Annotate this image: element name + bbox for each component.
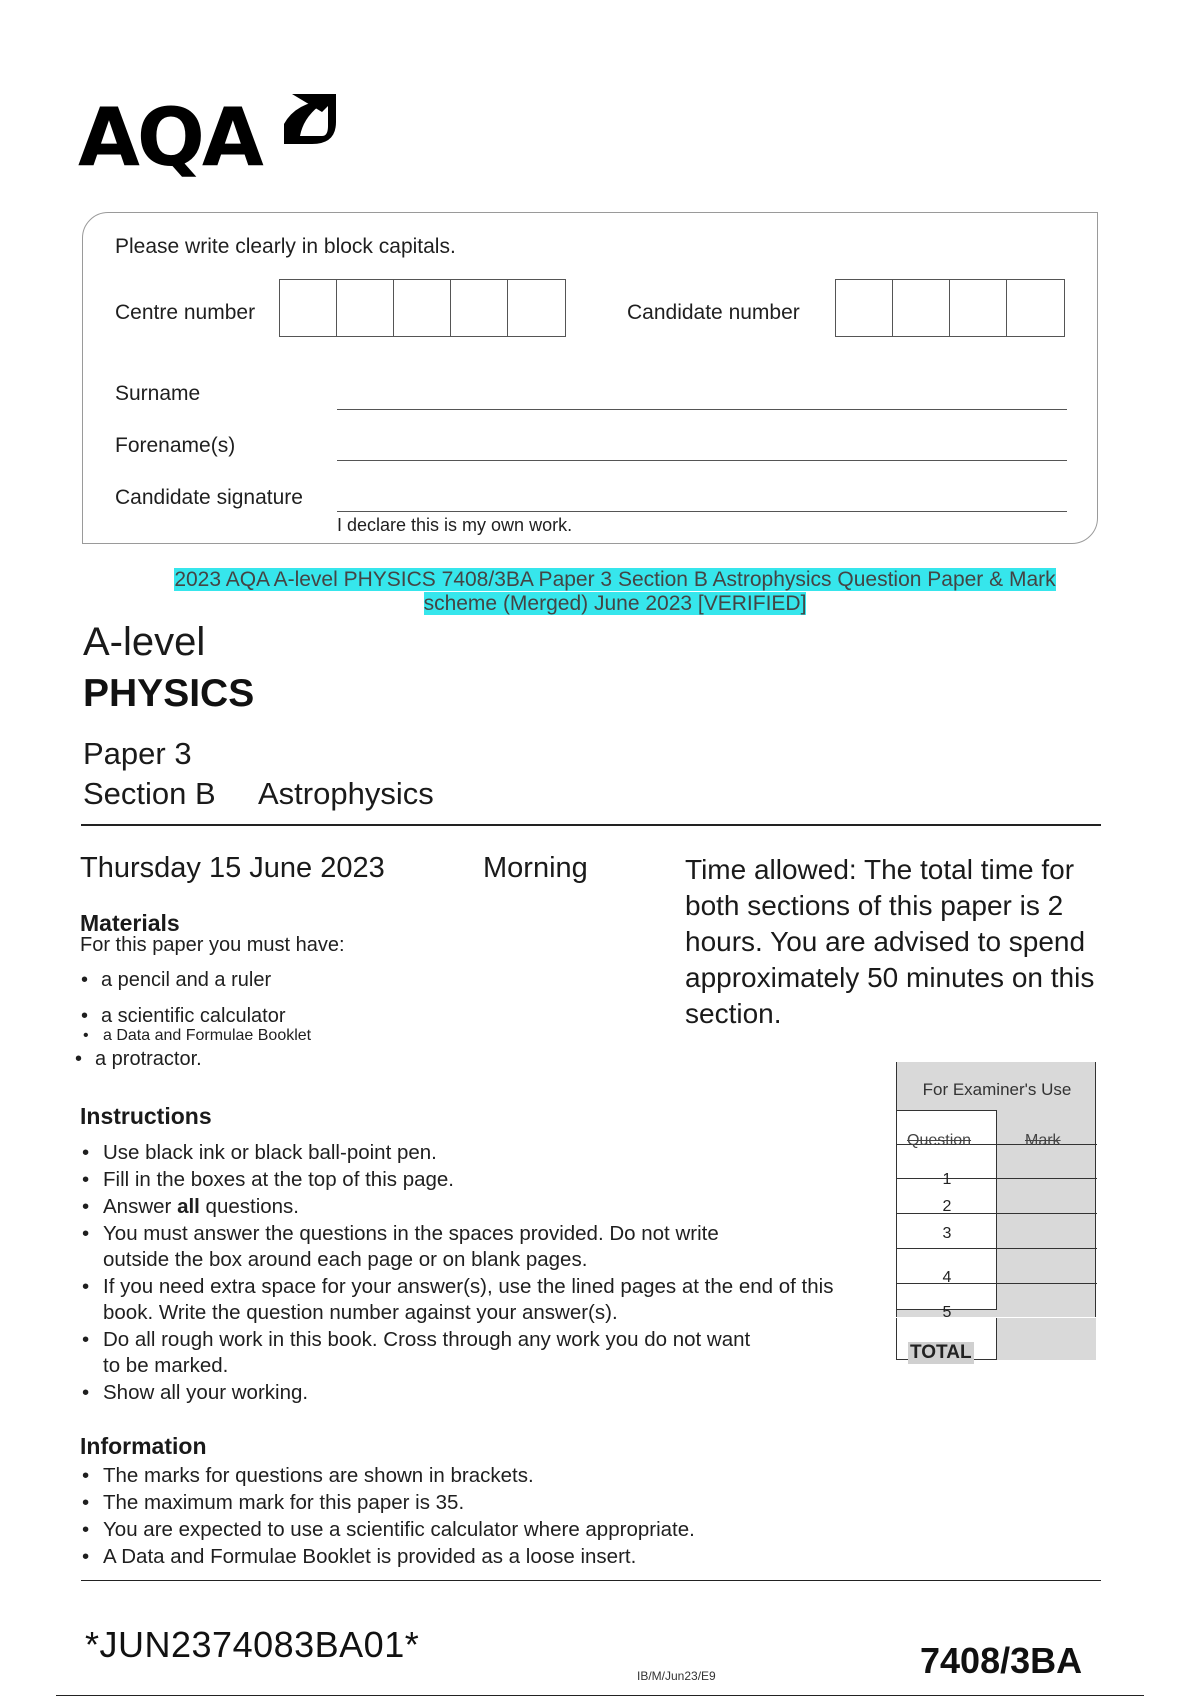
paper-code: 7408/3BA	[920, 1640, 1083, 1681]
instruction-item: • Use black ink or black ball-point pen.	[103, 1140, 883, 1166]
materials-item: • a protractor.	[95, 1048, 202, 1071]
candidate-details-box	[82, 212, 1098, 544]
candidate-digit-box[interactable]	[950, 280, 1007, 336]
question-number: 1	[942, 1171, 952, 1188]
candidate-digit-box[interactable]	[893, 280, 950, 336]
materials-heading: Materials	[80, 910, 180, 936]
exam-date: Thursday 15 June 2023	[80, 852, 385, 884]
section-name: Astrophysics	[258, 776, 434, 811]
instruction-item: • Fill in the boxes at the top of this page.	[103, 1167, 883, 1193]
highlighted-title-text: 2023 AQA A-level PHYSICS 7408/3BA Paper 3 Section B Astrophysics Question Paper & Mark scheme (Merged) June 2023 [VERIFIED]	[174, 568, 1056, 615]
instruction-item: • You must answer the questions in the spaces provided. Do not write outside the box around each page or on blank pages.	[103, 1221, 743, 1273]
centre-digit-box[interactable]	[508, 280, 565, 336]
section-label: Section B	[83, 776, 216, 811]
subject-title: PHYSICS	[83, 672, 255, 715]
centre-digit-box[interactable]	[451, 280, 508, 336]
candidate-digit-box[interactable]	[836, 280, 893, 336]
centre-number-boxes[interactable]	[279, 279, 566, 337]
information-list	[103, 1462, 903, 1570]
page-bottom-line	[56, 1695, 1144, 1696]
paper-number: Paper 3	[83, 736, 192, 771]
instructions-heading: Instructions	[80, 1103, 212, 1129]
forenames-field[interactable]	[337, 460, 1067, 461]
question-number: 4	[942, 1269, 952, 1286]
declaration-text: I declare this is my own work.	[337, 515, 573, 535]
instruction-item: • Answer all questions.	[103, 1194, 883, 1220]
surname-field[interactable]	[337, 409, 1067, 410]
surname-label: Surname	[115, 382, 201, 405]
divider-bottom	[81, 1580, 1101, 1581]
question-number: 3	[942, 1225, 952, 1242]
instruction-item: • Show all your working.	[103, 1380, 883, 1406]
information-item: • The maximum mark for this paper is 35.	[103, 1489, 903, 1516]
information-item: • The marks for questions are shown in brackets.	[103, 1462, 903, 1489]
candidate-digit-box[interactable]	[1007, 280, 1064, 336]
exam-session: Morning	[483, 852, 588, 884]
centre-digit-box[interactable]	[394, 280, 451, 336]
examiner-use-table	[896, 1062, 1096, 1321]
block-capitals-instruction: Please write clearly in block capitals.	[115, 235, 456, 258]
candidate-number-boxes[interactable]	[835, 279, 1065, 337]
information-item: • A Data and Formulae Booklet is provided as a loose insert.	[103, 1543, 903, 1570]
question-number: 2	[942, 1198, 952, 1215]
total-mark-cell	[996, 1318, 1096, 1360]
total-label: TOTAL	[910, 1342, 972, 1363]
logo-mark-icon	[282, 92, 338, 148]
level-title: A-level	[83, 620, 206, 664]
centre-digit-box[interactable]	[280, 280, 337, 336]
instruction-item: • Do all rough work in this book. Cross through any work you do not want to be marked.	[103, 1327, 763, 1379]
examiner-table-title: For Examiner's Use	[922, 1080, 1072, 1099]
materials-item: • a Data and Formulae Booklet	[103, 1027, 311, 1045]
question-header: Question	[907, 1132, 972, 1149]
aqa-logo	[78, 92, 348, 187]
question-number: 5	[942, 1304, 952, 1321]
divider-top	[81, 824, 1101, 826]
centre-number-label: Centre number	[115, 301, 256, 324]
logo-text: AQA	[78, 91, 261, 184]
reference-code: IB/M/Jun23/E9	[637, 1669, 716, 1683]
highlighted-title	[150, 568, 1080, 616]
materials-item: • a scientific calculator	[101, 1005, 286, 1028]
centre-digit-box[interactable]	[337, 280, 394, 336]
candidate-number-label: Candidate number	[627, 301, 800, 324]
mark-header: Mark	[1025, 1132, 1061, 1149]
signature-field[interactable]	[337, 511, 1067, 512]
signature-label: Candidate signature	[115, 486, 303, 509]
materials-item: • a pencil and a ruler	[101, 969, 271, 992]
information-heading: Information	[80, 1433, 207, 1459]
instructions-list	[103, 1140, 883, 1407]
instruction-item: • If you need extra space for your answer(s), use the lined pages at the end of this book. Write the question number against your answer(s).	[103, 1274, 883, 1326]
barcode-text: *JUN2374083BA01*	[85, 1624, 420, 1665]
forenames-label: Forename(s)	[115, 434, 236, 457]
time-allowed: Time allowed: The total time for both sections of this paper is 2 hours. You are advised to spend approximately 50 minutes on this section.	[685, 854, 1095, 1029]
table-row-divider	[897, 1248, 1097, 1249]
information-item: • You are expected to use a scientific calculator where appropriate.	[103, 1516, 903, 1543]
materials-intro: For this paper you must have:	[80, 934, 345, 956]
